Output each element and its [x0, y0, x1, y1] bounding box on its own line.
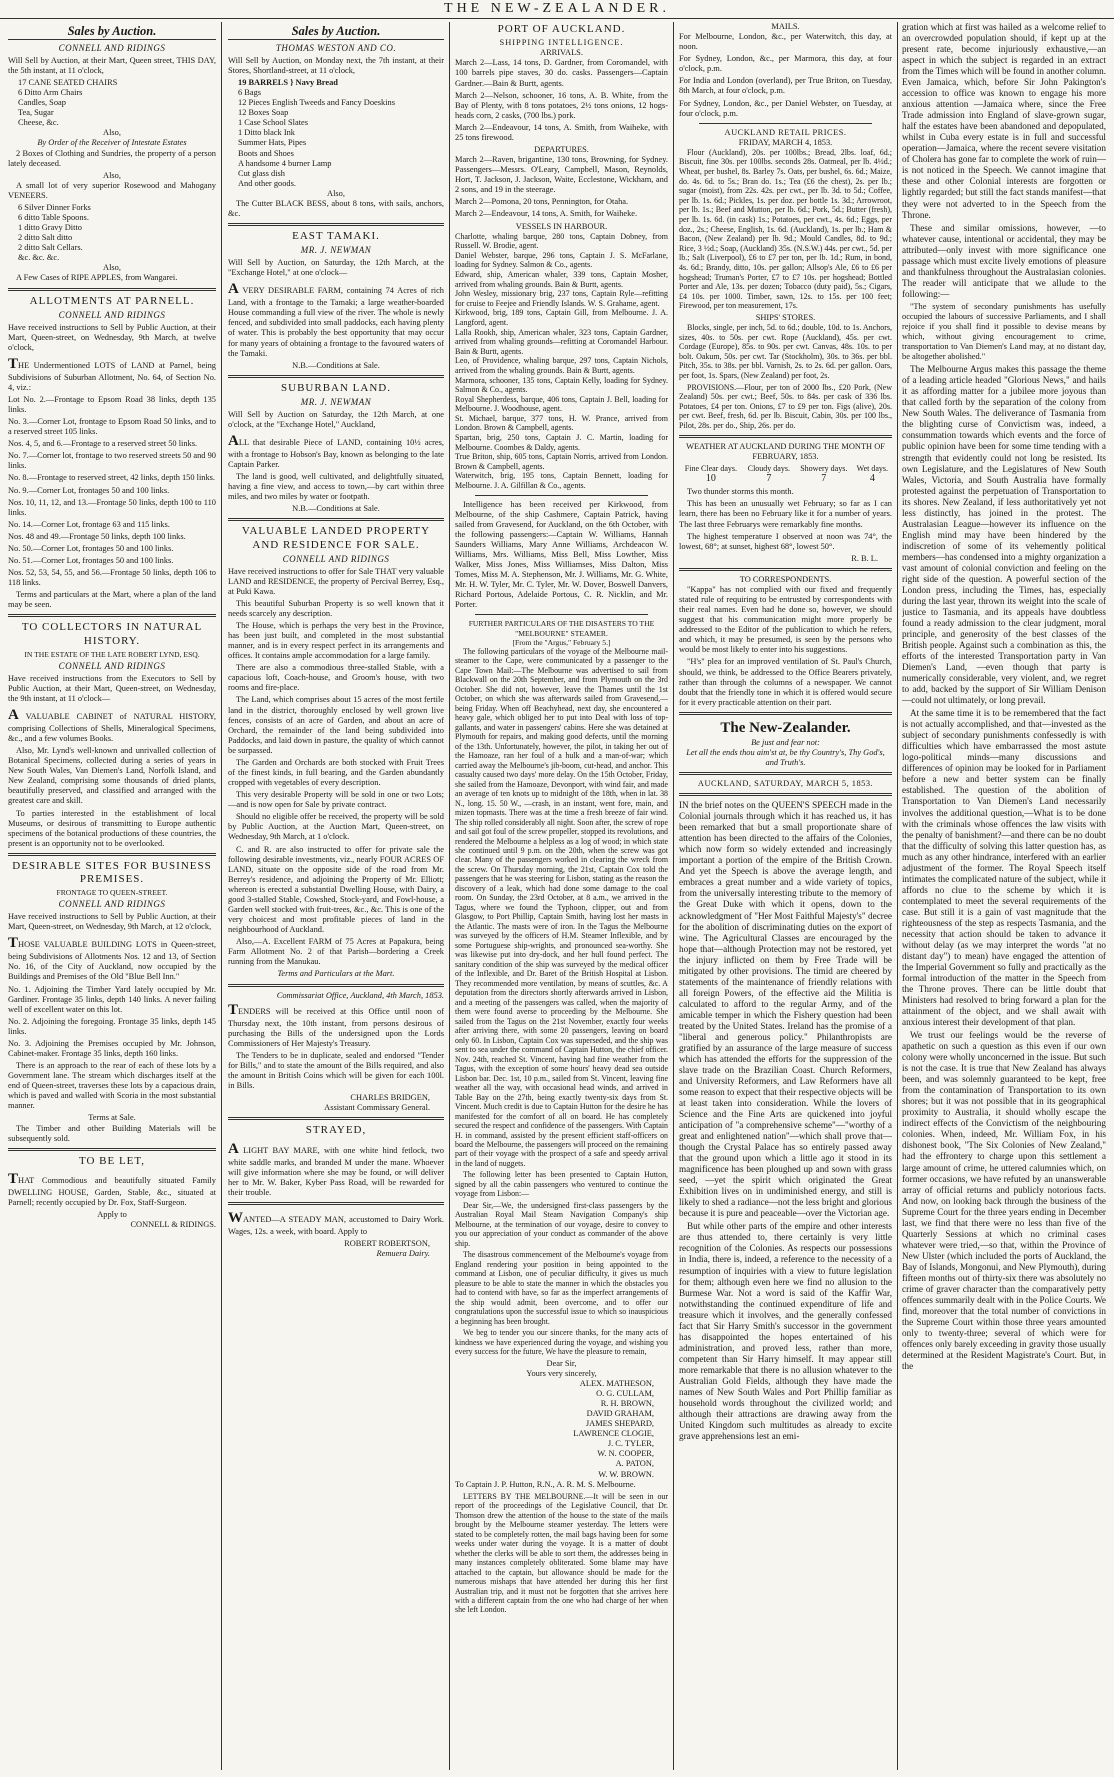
prices-paragraph: PROVISIONS.—Flour, per ton of 2000 lbs., £20 Pork, (New Zealand) 50s. per cwt.; Beef, 50s. to 84s. per cask of 336 lbs. Potatoes, £4 per ton. Onions, £7 to £9 per ton. Figs (alive), 20s. per cwt. Beef, fresh, 6d. per lb. Biscuit, Cabin, 30s. per 100 lbs., Pilot, 28s. per do., Ship, 26s. per do. — [679, 382, 892, 430]
article-heading: FURTHER PARTICULARS OF THE DISASTERS TO THE "MELBOURNE" STEAMER. — [468, 619, 655, 638]
also-label: Also, — [103, 128, 121, 138]
table-cell: 10 — [705, 473, 716, 485]
editorial-paragraph: gration which at first was hailed as a welcome relief to an overcrowded population should, if kept up at the present rate, become injuriously exhaustive,—an aspect in which the subject is regarded in an extract from the Times which will be found in another column. Even Jamaica, which, before Sir John Pakington's accession to office was known to engage his more anxious attention —Jamaica where, since the Free Trade admission into England of slave-grown sugar, half the estates have been abandoned and depopulated, whilst in Cuba every estate is in full and successful operation—Jamaica, where the recent severe visitation of Cholera has gone far to complete the work of ruin—is not noticed in the Speech. We cannot imagine that these and other Colonial interests are forgotten or lightly regarded; but still the fact stands manifest—that they were not adverted to in the Speech from the Throne. — [902, 22, 1106, 220]
auctioneer-name: CONNELL AND RIDINGS — [58, 899, 166, 910]
auction-intro: Will Sell by Auction on Saturday, the 12th March, at one o'clock, at the "Exchange Hotel," Auckland, — [228, 409, 444, 429]
ad-paragraph: The Land, which comprises about 15 acres of the most fertile land in the district, thoroughly enclosed by well grown live fences, consists of an acre of Garden, and about an acre of Orchard, the remainder of the land being subdivided into Paddocks, and laid down in pasture, the quality of which cannot be surpassed. — [228, 695, 444, 755]
notice-date: Commissariat Office, Auckland, 4th March, 1853. — [276, 990, 444, 1000]
signatory: LAWRENCE CLOGIE, — [573, 1429, 654, 1439]
ad-title: TO COLLECTORS IN NATURAL HISTORY. — [21, 621, 203, 647]
terms-note: Terms and particulars at the Mart, where a plan of the land may be seen. — [8, 590, 216, 610]
list-item: 2 ditto Salt Cellars. — [18, 243, 83, 253]
divider — [699, 123, 872, 124]
editorial-paragraph: These and similar omissions, however, —to whatever cause, intentional or accidental, they may be attributed—only invest with more significance one passage which must excite lively emotions of pleasure and thankfulness throughout the Australasian colonies. The reader will anticipate that we allude to the following:— — [902, 222, 1106, 299]
divider — [475, 614, 648, 615]
apply-label: Apply to — [97, 1210, 127, 1220]
ad-paragraph: The House, which is perhaps the very best in the Province, has been just built, and completed in the most substantial manner, and is in every respect perfect in its arrangements and offices. It contains ample accommodation for a large family. — [228, 620, 444, 661]
auction-intro: Will Sell by Auction, on Saturday, the 12th March, at the "Exchange Hotel," at one o'clock— — [228, 258, 444, 278]
auction-intro: Have received instructions to Sell by Public Auction, at their Mart, Queen-street, on Wednesday, 9th March, at 12 o'clock, — [8, 912, 216, 932]
table-cell: 7 — [821, 473, 827, 485]
notice-paragraph: The Tenders to be in duplicate, sealed and endorsed "Tender for Bills," and to state the amount of the Bills required, and also the amount in British Coins which will be given for each 100l. in Bills. — [228, 1050, 444, 1091]
auction-intro: Will Sell by Auction, at their Mart, Queen street, THIS DAY, the 5th instant, at 11 o'clock, — [8, 55, 216, 75]
section-heading: WEATHER AT AUCKLAND DURING THE MONTH OF FEBRUARY, 1853. — [686, 441, 885, 461]
auction-lot: 2 Boxes of Clothing and Sundries, the property of a person lately deceased. — [8, 148, 216, 168]
article-paragraph: The following particulars of the voyage of the Melbourne mail-steamer to the Cape, were communicated by a passenger to the Cape Town Mail:—The Melbourne was advertised to sail from Blackwall on the 20th September, and from Plymouth on the 3rd October. She did not, however, leave the Thames until the 1st October, on which she was afterwards sailed from Gravesend,—being Friday. When off Beachyhead, next day, she encountered a heavy gale, which obliged her to put into Deal with loss of top-gallants, and water in passengers' cabins. Here she was detained at Plymouth for repairs, and making good defects, until the morning of the 13th. Unfortunately, however, the pilot, in taking her out of the Hamoaze, ran her foul of a hulk and a man-of-war; which carried away the Melbourne's jib-boom, cut-head, and anchor. This casualty caused two days' more delay. On the 15th October, Friday, she sailed from the Hamoaze, Devonport, with wind fair, and made an average of ten knots up to midnight of the 18th, when in lat. 38 N., long. 15. 50 W., —crash, in an instant, went fore, main, and mizen topmasts. There was at the time a fresh breeze of fair wind. The ship rolled considerably all night. Soon after, the screw of rope and sail got foul of the screw propeller, stopped its revolutions, and rendered the Melbourne a helpless as a log of wood; in which state she continued until 9 p.m. on the 20th, when the screw was got clear. Many of the passengers worked in clearing the wreck from the screw. On Thursday morning, the 21st, Captain Cox told the passengers that he was steering for Lisbon, stating as the reason the discovery of a leak, which had done some damage to the coal room. On Sunday, the 23rd October, at 8 a.m., we arrived in the Tagus, where we found the Typhoon, clipper, out and from Glasgow, to Port Phillip, Captain Smith, having lost her masts in the Atlantic. The masts were of iron. In the Tagus the Melbourne was surveyed by the officers of H.M. Steamer Inflexible, and by some Portuguese ship-wrights, and pronounced sea-worthy. She was likewise put into dry-dock, and her hull found perfect. The sanitary condition of the ship was surveyed by the medical officer of the Inflexible, and Dr. Baret of the British Hospital at Lisbon. They recommended more ventilation, by means of scuttles, &c. A deputation from the directors shortly afterwards arrived in Lisbon, and a meeting of the passengers was called, when the majority of them were found averse to proceeding by the Melbourne. She sailed from the Tagus on the 21st November, exactly four weeks after arriving there, with some 20 passengers, leaving on board only 60. In Lisbon, Captain Cox was superseded, and the ship was sent to sea under the command of Captain Hutton, the chief officer. Nov. 24th, reached St. Vincent, having had fine weather from the Tagus, with the exception of some hours' heavy dead sea outside Lisbon bar. Dec. 1st, 10 p.m., sailed from St. Vincent, leaving fine weather all the way, with occasional head winds, and arrived in Table Bay on the 27th, being exactly twenty-six days from St. Vincent. Much credit is due to Captain Hutton for the desire he has manifested for the comfort of all on board. He has completely secured the respect and confidence of the passengers. With Captain H. in command, assisted by the present efficient staff-officers on board the Melbourne, the passengers will proceed on the remaining part of their voyage with the prospect of a safe and speedy arrival in the land of nuggets. — [455, 646, 668, 1168]
auction-intro: Have received instructions to offer for Sale THAT very valuable LAND and RESIDENCE, the property of Percival Berrey, Esq., at Puki Kawa. — [228, 566, 444, 596]
list-item: For Sydney, London, &c., per Daniel Webster, on Tuesday, at four o'clock, p.m. — [679, 98, 892, 118]
auctioneer-name: CONNELL AND RIDINGS — [58, 43, 166, 53]
section-subheading: SHIPPING INTELLIGENCE. — [499, 38, 624, 48]
editorial-masthead: The New-Zealander. — [720, 719, 851, 736]
ad-title: EAST TAMAKI. — [292, 230, 380, 243]
auctioneer-name: MR. J. NEWMAN — [300, 245, 372, 256]
divider — [679, 712, 892, 715]
ad-title: ALLOTMENTS AT PARNELL. — [29, 294, 195, 307]
editorial-paragraph: But while other parts of the empire and other interests are thus attended to, there certainly is very little recognition of the Colonies. As respects our possessions in India, there is, indeed, a reference to the necessity of a resumption of inquiries with a view to future legislation for them; although even here we find no allusion to the Burmese War. Not a word is said of the Kaffir War, notwithstanding the continued expenditure of life and treasure which it involves, and the generally confessed fact that Sir Harry Smith's successor in the government has disappointed the hopes entertained of his administration, and proved less, rather than more, competent than Sir Harry himself. It may appear still more remarkable that there is no allusion whatever to the Australian Gold Fields, although they have made the names of New South Wales and Port Phillip familiar as household words throughout the civilized world; and although their attractions are drawing away from the United Kingdom such multitudes as already to excite grave apprehensions lest an emi- — [679, 1221, 892, 1441]
list-item: A handsome 4 burner Lamp — [238, 158, 332, 168]
signatory: O. G. CULLAM, — [596, 1388, 654, 1398]
weather-signature: R. B. L. — [851, 553, 878, 563]
table-cell: 4 — [869, 473, 875, 485]
divider — [679, 793, 892, 796]
advertiser-signature: CONNELL & RIDINGS. — [130, 1220, 216, 1230]
ad-subtitle: FRONTAGE TO QUEEN-STREET. — [56, 888, 168, 898]
list-item: 12 Pieces English Tweeds and Fancy Doeskins — [238, 98, 395, 108]
auction-intro: Have received instructions to Sell by Public Auction, at their Mart, Queen-street, on Wednesday, 9th March, at twelve o'clock, — [8, 322, 216, 352]
section-heading: AUCKLAND RETAIL PRICES. — [724, 127, 847, 137]
auctioneer-name: CONNELL AND RIDINGS — [58, 660, 166, 671]
lot-description: A VERY DESIRABLE FARM, containing 74 Acres of rich Land, with a frontage to the Tamaki; a large weather-boarded House commanding a full view of the river. The whole is newly fenced, and subdivided into small paddocks, each having plenty of water. This is probably the best opportunity that may occur for many years of obtaining a frontage to the favoured waters of the Tamaki. — [228, 281, 444, 358]
ad-title: STRAYED, — [305, 1124, 367, 1137]
article-paragraph: The disastrous commencement of the Melbourne's voyage from England rendering your position in being appointed to the command at Lisbon, one of peculiar difficulty, it gives us much pleasure to be able to state the manner in which the obstacles you had to contend with have, so far as the imperfect arrangements of the ship would admit, been overcome, and to offer our congratulations upon the successful issue to which so inauspicious a beginning has been brought. — [455, 1250, 668, 1326]
estate-note: IN THE ESTATE OF THE LATE ROBERT LYND, ESQ. — [24, 649, 200, 659]
column-4 — [679, 22, 892, 1770]
divider — [679, 772, 892, 775]
list-item: 6 Bags — [238, 88, 262, 98]
ad-paragraph: There are also a commodious three-stalled Stable, with a capacious loft, Coach-house, and Groom's house, with two rooms and fire-place. — [228, 663, 444, 693]
signatory: A. PATON, — [615, 1459, 654, 1469]
weather-table — [679, 464, 892, 486]
newspaper-title: THE NEW-ZEALANDER. — [444, 1, 670, 16]
list-item: March 2—Pomona, 20 tons, Pennington, for Otaha. — [455, 197, 629, 207]
list-item: 1 Ditto black Ink — [238, 128, 295, 138]
ad-paragraph: WANTED—A STEADY MAN, accustomed to Dairy Work. Wages, 12s. a week, with board. Apply to — [228, 1209, 444, 1236]
auctioneer-name: CONNELL AND RIDINGS — [58, 309, 166, 320]
list-item: No. 2. Adjoining the foregoing. Frontage 35 links, depth 145 links. — [8, 1016, 216, 1036]
ad-paragraph: There is an approach to the rear of each of these lots by a Government lane. The stream which discharges itself at the end of Queen-street, traverses these lots by a capacious drain, which is paved and walled with Scoria in the most substantial manner. — [8, 1061, 216, 1111]
divider — [679, 568, 892, 571]
ad-paragraph: Also,—A. Excellent FARM of 75 Acres at Papakura, being Farm Allotment No. 2 of that Parish—bordering a Creek running from the Manukau. — [228, 937, 444, 967]
terms-note: N.B.—Conditions at Sale. — [292, 504, 380, 514]
list-item: Cheese, &c. — [18, 118, 59, 128]
list-item: And other goods. — [238, 178, 296, 188]
subsection-heading: VESSELS IN HARBOUR. — [515, 221, 608, 231]
signatory: DAVID GRAHAM, — [586, 1409, 654, 1419]
auction-items — [228, 88, 444, 189]
lot-list — [8, 395, 216, 588]
list-item: 1 Case School Slates — [238, 118, 309, 128]
list-item: 1 ditto Gravy Ditto — [18, 223, 82, 233]
list-item: March 2—Nelson, schooner, 16 tons, A. B. White, from the Bay of Plenty, with 8 tons potatoes, 2½ tons onions, 12 hogs-heads corn, 2 casks, (700 lbs.) pork. — [455, 90, 668, 120]
ad-paragraph: Should no eligible offer be received, the property will be sold by Public Auction, at the Auction Mart, Queen-street, on Wednesday, 9th March, at 1 o'clock. — [228, 812, 444, 842]
list-item: No. 9.—Corner Lot, frontages 50 and 100 links. — [8, 485, 170, 495]
list-item: 6 Silver Dinner Forks — [18, 202, 91, 212]
table-header: Cloudy days. — [747, 463, 790, 473]
list-item: No. 8.—Frontage to reserved street, 42 links, depth 150 links. — [8, 473, 216, 483]
divider — [8, 853, 216, 856]
ad-paragraph: A LIGHT BAY MARE, with one white hind fetlock, two white saddle marks, and branded M under the mane. Whoever will give information where she may be found, or will deliver her to Mr. W. Baker, Kyber Pass Road, will be rewarded for their trouble. — [228, 1140, 444, 1197]
signatory: R. H. BROWN, — [600, 1398, 654, 1408]
order-note: By Order of the Receiver of Intestate Estates — [37, 138, 187, 148]
letter-closing: Yours very sincerely, — [526, 1368, 597, 1378]
list-item: 6 ditto Table Spoons. — [18, 212, 89, 222]
advertiser-signature: ROBERT ROBERTSON, — [344, 1238, 430, 1248]
section-date: FRIDAY, MARCH 4, 1853. — [738, 137, 833, 147]
list-item: 2 ditto Salt ditto — [18, 233, 73, 243]
subsection-heading: DEPARTURES. — [534, 144, 589, 154]
divider — [228, 1202, 444, 1205]
list-item: No. 7.—Corner lot, frontage to two reserved streets 50 and 90 links. — [8, 451, 216, 471]
article-paragraph: We beg to tender you our sincere thanks, for the many acts of kindness we have experienced during the voyage, and wishing you every success for the future, We have the pleasure to remain, — [455, 1328, 668, 1357]
list-item: Lot No. 2.—Frontage to Epsom Road 38 links, depth 135 links. — [8, 394, 216, 414]
divider — [228, 223, 444, 226]
section-heading: MAILS. — [771, 22, 800, 31]
auctioneer-name: CONNELL AND RIDINGS — [282, 553, 390, 564]
list-item: For India and London (overland), per True Briton, on Tuesday, 8th March, at four o'clock, p.m. — [679, 76, 892, 96]
correspondents-note: "Kappa" has not complied with our fixed and frequently stated rule of requiring to be entrusted by correspondents with their real names. Even had he done so, however, we should suggest that his communication might more properly be addressed to the Editor of the publication to which he refers, and which, it may be presumed, is seen by the persons who would be most likely to enter into his suggestions. — [679, 584, 892, 655]
list-item: No. 50.—Corner Lot, frontages 50 and 100 links. — [8, 543, 174, 553]
list-item: Tea, Sugar — [18, 108, 54, 118]
letter-addressee: To Captain J. P. Hutton, R.N., A. R. M. S. Melbourne. — [455, 1479, 636, 1489]
lot-description: THE Undermentioned LOTS of LAND at Parnel, being Subdivisions of Suburban Allotment, No. 64, of Section No. 4, viz.: — [8, 355, 216, 392]
column-3 — [455, 22, 668, 1770]
signatory: JAMES SHEPARD, — [585, 1419, 654, 1429]
column-rule — [221, 22, 222, 1770]
section-heading: PORT OF AUCKLAND. — [497, 23, 626, 35]
list-item: No. 3. Adjoining the Premises occupied by Mr. Johnson, Cabinet-maker. Frontage 35 links, depth 160 links. — [8, 1038, 216, 1058]
editorial-paragraph: We trust our feelings would be the reverse of apathetic on such a question as this even if our own colony were wholly unconcerned in the issue. But such is not the case. It is true that New Zealand has always been, and was solemnly guaranteed to be kept, free from the contamination of Transportation to its own shores; but it was not possible that in its geographical proximity to Australia, it should wholly escape the indirect effects of the Convictism of the neighbouring colonies. When, indeed, Mr. William Fox, in his dishonest book, "The Six Colonies of New Zealand," had the effrontery to charge upon this settlement a large amount of crime, he uttered calumnies which, on former occasions, we have refuted by an unanswerable array of official returns and publicly notorious facts. And now, on looking back through the business of the Supreme Court for the three years ending in December last, we find that there were no less than five of the Quarterly Sessions at which no criminal cases whatever were tried,—so that, within the Province of New Ulster (which included the ports of Auckland, the Bay of Islands, Mongonui, and New Plymouth), during fifteen months out of thirty-six there was absolutely no crime of graver character than the comparatively petty offences summarily dealt with in the Police Courts. We find, moreover that the total number of convictions in the Supreme Court within those three years amounted only to twenty-three; several of which were for offences only barely exceeding in gravity those usually determined at the Resident Magistrate's Court. But, in the — [902, 1030, 1106, 1372]
divider — [475, 495, 648, 496]
lot-description: ALL that desirable Piece of LAND, containing 10½ acres, with a frontage to Hobson's Bay, known as belonging to the late Captain Parker. — [228, 432, 444, 469]
also-label: Also, — [103, 170, 121, 180]
also-label: Also, — [327, 188, 345, 198]
divider — [8, 614, 216, 617]
list-item: 6 Ditto Arm Chairs — [18, 88, 83, 98]
also-label: Also, — [103, 263, 121, 273]
auctioneer-name: THOMAS WESTON AND CO. — [275, 43, 397, 53]
auction-lot: A small lot of very superior Rosewood and Mahogany VENEERS. — [8, 180, 216, 200]
subsection-heading: SHIPS' STORES. — [755, 312, 816, 322]
ad-paragraph: The Garden and Orchards are both stocked with Fruit Trees of the finest kinds, in full bearing, and the Garden abundantly cropped with vegetables of every description. — [228, 757, 444, 788]
ad-paragraph: This very desirable Property will be sold in one or two Lots;—and is now open for Sale by private contract. — [228, 790, 444, 810]
divider — [228, 984, 444, 987]
list-item: 17 CANE SEATED CHAIRS — [18, 77, 118, 87]
signatory: ALEX. MATHESON, — [579, 1378, 654, 1388]
subsection-heading: ARRIVALS. — [540, 48, 583, 58]
list-item: March 2—Endeavour, 14 tons, A. Smith, for Waiheke. — [455, 209, 638, 219]
list-item: Summer Hats, Pipes — [238, 138, 307, 148]
list-item: 12 Boxes Soap — [238, 108, 289, 118]
lot-description: A VALUABLE CABINET of NATURAL HISTORY, comprising Collections of Shells, Mineralogical Specimens, &c., and a few volumes Books. — [8, 706, 216, 743]
auction-lot: The Cutter BLACK BESS, about 8 tons, with sails, anchors, &c. — [228, 198, 444, 218]
weather-note: This has been an unusually wet February; so far as I can learn, there has been no February like it for a number of years. The last three Februarys were remarkably fine months. — [679, 499, 892, 529]
lot-description: THOSE VALUABLE BUILDING LOTS in Queen-street, being Subdivisions of Allotments Nos. 12 and 13, of Section No. 16, of the City of Auckland, now occupied by the Buildings and Premises of the Old "Blue Bell Inn." — [8, 935, 216, 982]
column-1 — [8, 22, 216, 1770]
ad-paragraph: This beautiful Suburban Property is so well known that it needs scarcely any description. — [228, 598, 444, 618]
notice-paragraph: TENDERS will be received at this Office until noon of Thursday next, the 10th instant, from persons desirous of purchasing the Bills of the undersigned upon the Lords Commissioners of Her Majesty's Treasury. — [228, 1001, 444, 1048]
news-paragraph: LETTERS BY THE MELBOURNE.—It will be seen in our report of the proceedings of the Legislative Council, that Dr. Thomson drew the attention of the house to the state of the mails brought by the Melbourne steamer yesterday. The letters were stated to be completely rotten, the mail bags having been for some weeks under water during the voyage. It is a matter of doubt whether the clerks will be able to sort them, the addresses being in many instances completely obliterated. Some blame may have attached to the captain, but allowance should be made for the numerous mishaps that have attended her during this her first Australian trip, and it must not be forgotten that she arrives here with a different captain from the one who had charge of her when she left London. — [455, 1491, 668, 1615]
terms-note: N.B.—Conditions at Sale. — [292, 360, 380, 370]
ad-title: TO BE LET, — [78, 1154, 146, 1167]
column-rule — [897, 22, 898, 1770]
auction-intro: Will Sell by Auction, on Monday next, the 7th instant, at their Stores, Shortland-street, at 11 o'clock, — [228, 55, 444, 75]
list-item: March 2—Lass, 14 tons, D. Gardner, from Coromandel, with 100 barrels pipe staves, 30 do. casks. Passengers—Captain Gardner.—Bain & Burtt, agents. — [455, 58, 668, 88]
signatory: J. C. TYLER, — [607, 1439, 654, 1449]
ad-title: VALUABLE LANDED PROPERTY AND RESIDENCE FOR SALE. — [241, 525, 431, 551]
editorial-dateline: AUCKLAND, SATURDAY, MARCH 5, 1853. — [697, 779, 874, 789]
column-rule — [449, 22, 450, 1770]
table-header: Wet days. — [856, 463, 889, 473]
terms-note: Terms at Sale. — [88, 1113, 136, 1123]
table-header: Fine Clear days. — [684, 463, 738, 473]
ad-paragraph: Also, Mr. Lynd's well-known and unrivalled collection of Botanical Specimens, collected during a series of years in New South Wales, Van Diemen's Land, Norfolk Island, and New Zealand, comprising some thousands of dried plants, beautifully preserved, and classified and arranged with the greatest care and skill. — [8, 746, 216, 806]
masthead-motto: Be just and fear not: — [751, 737, 820, 747]
editorial-paragraph: At the same time it is to be remembered that the fact is not actually accomplished, and that—invested as the subject of secondary punishments confessedly is with difficulties which have embarrassed the most astute logo-political minds—many discussions and differences of opinion may be looked for in Parliament before a new and better system can be finally established. The question of the abolition of Transportation to Van Diemen's Land necessarily involves the additional question,—What is to be done with the criminals whose offences the law visits with the penalty of banishment?—and there can be no doubt that the difficulty of solving this latter question has, as much as any other hindrance, interfered with an earlier adjustment of the former. The Royal Speech itself intimates the complicated nature of the subject, while it affords no clue to the scheme by which it is contemplated to meet the several requirements of the case. But still it is a gain of vast magnitude that the righteousness of the step as respects Tasmania, and the necessity that action should be taken to advance it without delay (as we may interpret the words "at no distant day") to mean) have engaged the attention of the Imperial Government so fully and practically as the formal introduction of the matter in the Speech from the Throne proves. There can be little doubt that Ministers had resolved to bring forward a plan for the attainment of the object, and we shall await with anxious interest their development of that plan. — [902, 708, 1106, 1028]
article-source: [From the "Argus," February 5.] — [512, 637, 611, 647]
section-heading: Sales by Auction. — [8, 24, 216, 40]
list-item: Nos. 48 and 49.—Frontage 50 links, depth 100 links. — [8, 531, 186, 541]
list-item: No. 3.—Corner Lot, frontage to Epsom Road 50 links, and to a reserved street 105 links. — [8, 417, 216, 437]
article-paragraph: The following letter has been presented to Captain Hutton, signed by all the cabin passengers who ventured to continue the voyage from Lisbon:— — [455, 1170, 668, 1199]
section-heading: TO CORRESPONDENTS. — [739, 574, 832, 584]
ad-paragraph: The land is good, well cultivated, and delightfully situated, having a fine view, and access to town,—by cart within three miles, and two miles by water or footpath. — [228, 472, 444, 502]
prices-paragraph: Blocks, single, per inch, 5d. to 6d.; double, 10d. to 1s. Anchors, sizes, 40s. to 50s. per cwt. Rope (Auckland), 45s. per cwt. Cordage (Europe), 85s. to 90s. per cwt. Canvas, 48s. 10s. to per bolt. Oakum, 50s. per cwt. Tar (Stockholm), 30s. to 36s. per bbl. Pitch, 35s. to 38s. per bbl. Varnish, 2s. to 2s. 6d. per gallon. Oars, per foot, 1s. Spars, (New Zealand) per foot, 2s. — [679, 323, 892, 380]
divider — [679, 435, 892, 438]
terms-note: Terms and Particulars at the Mart. — [277, 969, 395, 979]
correspondents-note: "H's" plea for an improved ventilation of St. Paul's Church, should, we think, be addressed to the Office Bearers privately, rather than through the columns of a newspaper. We cannot doubt that the friendly tone in which it is offered would secure for it every practicable attention on their part. — [679, 657, 892, 707]
ad-title: SUBURBAN LAND. — [281, 381, 391, 394]
divider — [8, 288, 216, 291]
notice-signature: CHARLES BRIDGEN, — [350, 1093, 430, 1103]
auctioneer-name: MR. J. NEWMAN — [300, 396, 372, 407]
column-rule — [673, 22, 674, 1770]
ad-paragraph: The Timber and other Building Materials will be subsequently sold. — [8, 1123, 216, 1143]
running-header — [0, 0, 1114, 19]
divider — [228, 1117, 444, 1120]
list-item: For Melbourne, London, &c., per Waterwitch, this day, at noon. — [679, 32, 892, 52]
list-item: March 2—Endeavour, 14 tons, A. Smith, from Waiheke, with 25 tons firewood. — [455, 122, 668, 142]
column-2 — [228, 22, 444, 1770]
table-header: Showery days. — [800, 463, 848, 473]
weather-note: Two thunder storms this month. — [687, 487, 794, 497]
column-5 — [902, 22, 1106, 1770]
list-item: No. 14.—Corner Lot, frontage 63 and 115 links. — [8, 519, 170, 529]
list-item: &c. &c. &c. — [18, 253, 60, 263]
list-item: Boots and Shoes — [238, 148, 294, 158]
list-item: Nos. 52, 53, 54, 55, and 56.—Frontage 50 links, depth 106 to 118 links. — [8, 568, 216, 588]
silver-items — [8, 203, 216, 263]
ad-paragraph: To parties interested in the establishment of local Museums, or desirous of transmitting to Europe authentic specimens of the botanical productions of these countries, the present is an opportunity not to be overlooked. — [8, 808, 216, 848]
list-item: March 2—Raven, brigantine, 130 tons, Browning, for Sydney. Passengers—Messrs. O'Leary, Campbell, Mason, Reynolds, Hort, T. Jackson, J. Jackson, Waite, Ecclestone, Wickham, and 2 sons, and 19 in the steerage. — [455, 155, 668, 195]
notice-role: Assistant Commissary General. — [324, 1103, 430, 1113]
divider — [8, 1148, 216, 1151]
list-item: 19 BARRELS } Navy Bread — [238, 77, 338, 87]
auction-intro: Have received instructions from the Executors to Sell by Public Auction, at their Mart, Queen-street, on Wednesday, the 9th instant, at 11 o'clock— — [8, 673, 216, 703]
section-heading: Sales by Auction. — [228, 24, 444, 40]
editorial-paragraph: IN the brief notes on the QUEEN'S SPEECH made in the Colonial journals through which it has reached us, it has been remarked that but a small proportionate share of attention has been directed to the affairs of the Colonies, which now form so widely extended and increasingly important a portion of the empire of the British Crown. And yet the Speech is above the average length, and embraces a great number and a wide variety of topics, from the universally interesting tribute to the memory of the Great Duke with which it opens, down to the acknowledgment of "Her Most Faithful Majesty's" decree for the abolition of discriminating duties on the export of wine. The Agricultural Classes are encouraged by the hope that—although Protection may not be restored, yet the injury inflicted on them by Free Trade will be mitigated by other provisions. The timid are cheered by statements of the maintenance of friendly relations with all foreign Powers, of the effective aid the Militia is calculated to afford to the regular Army, and of the amicable temper in which the Fishery question had been treated by the United States. Ireland has the promise of a "liberal and generous policy." Philanthropists are gratified by an assurance of the large measure of success which has attended the efforts for the suppression of the slave trade on the Brazilian Coast. Church Reformers, and University Reformers, and Law Reformers have all some reason to expect that their respective objects will be at least taken into consideration. While the lovers of Science and the Fine Arts are quickened into joyful anticipation of "a comprehensive scheme"—"worthy of a great and enlightened nation"—which shall prove that—though the Crystal Palace has so entirely passed away that the ground upon which a little ago it stood in its magnificence has been ploughed up and sown with grass seed, —yet the spirit which originated the Great Exhibition lives on in undiminished energy, and still is likely to shed a radiance—not the less bright and glorious because it is pure and peaceable—over the Victorian age. — [679, 800, 892, 1219]
weather-note: The highest temperature I observed at noon was 74°, the lowest, 68°; at sunset, highest 68°, lowest 50°. — [679, 531, 892, 551]
advertiser-place: Remuera Dairy. — [376, 1249, 430, 1258]
ad-title: DESIRABLE SITES FOR BUSINESS PREMISES. — [12, 859, 212, 886]
list-item: Nos. 4, 5, and 6.—Frontage to a reserved street 50 links. — [8, 439, 198, 449]
list-item: No. 51.—Corner Lot, frontages 50 and 100 links. — [8, 555, 174, 565]
news-paragraph: Intelligence has been received per Kirkwood, from Melbourne, of the ship Cashmere, Captain Patrick, having sailed from Gravesend, for Auckland, on the 6th October, with the following passengers:—Captain W. Williams, Hannah Saunders Williams, Mary Anne Williams, Archdeacon W. Williams, Mrs. Williams, Miss Bell, Miss Lowther, Miss Walker, Miss Jones, Miss Williamses, Miss Dalton, Miss Tomes, Miss M. A. Stephenson, Mr. J. Williams, Mr. G. White, Mr. H. W. Tyler, Mr. C. Tyler, Mr. W. Dover, Boswell Danvers, Richard Portous, Adelaide Portous, C. R. Nicklin, and Mr. Porter. — [455, 499, 668, 610]
editorial-paragraph: The Melbourne Argus makes this passage the theme of a leading article headed "Glorious News," and hails it as affording matter for a jubilee more joyous than that called forth by the separation of the colony from New South Wales. The deliverance of Tasmania from the blighting curse of Convictism was, indeed, a consummation towards which events and the force of public opinion have been for some time tending with a strength that evidently could not long be resisted. Its own Legislature, and the Legislatures of New South Wales, Victoria, and South Australia have formally protested against the perpetuation of Transportation to its shores. New Zealand, if less authoritatively yet not less distinctly, has joined in the protest. The Australasian League—however its influence on the English mind may have been hindered by the indiscretion of some of its vehemently political members—has condensed into a mighty organization a vast amount of colonial conviction and feeling on the right side of the question. A powerful section of the London press, including the Times, has, especially during the last year, thrown its weight into the scale of justice to Tasmania, and its appeals have doubtless found a ready admission to the clear judgment, moral principle, and generosity of the best classes of the British people. Against such a combination as this, the efforts of the interested Transportation party in Van Diemen's Land, —even though that party is numerically considerable, very violent, and, we regret to add, backed by the support of Sir William Denison—could not ultimately, or long prevail. — [902, 364, 1106, 706]
auction-lot: A Few Cases of RIPE APPLES, from Wangarei. — [16, 273, 178, 283]
divider — [228, 518, 444, 521]
list-item: For Sydney, London, &c., per Marmora, this day, at four o'clock, p.m. — [679, 54, 892, 74]
prices-paragraph: Flour (Auckland), 20s. per 100lbs.; Bread, 2lbs. loaf, 6d.; Biscuit, fine 30s. per 100lbs. seconds 28s. Oatmeal, per lb. 4½d.; Wheat, per bushel, 8s. Barley 7s. Oats, per bushel, 6s. 6d.; Maize, do. 4s. 6d. to 5s.; Bran do. 1s.; Tea (£6 the chest), 2s. per lb.; sugar (moist), from 22s. 42s. per cwt., per lb. 3d. to 5d.; Coffee, per lb. 1s. 6d.; Pickles, 1s. per doz. per bottle 1s. 3d.; Arrowroot, per lb. 1s.; Beef and Mutton, per lb. 6d.; Pork, 5d.; Butter (fresh), per lb. 1s. 6d. (in cask) 1s.; Potatoes, per cwt., 4s. 6d.; Eggs, per doz., 2s.; Cheese, English, 1s. 6d. (Auckland), 1s. per lb.; Ham & Bacon, (New Zealand) per lb. 9d.; Mould Candles, 8d. to 9d.; Rice, 3 ½d.; Soap, (Auckland) 35s. (N.S.W.) 44s. per cwt., 5d. per lb.; Salt (Liverpool), £6 to £7 per ton, per lb. 1d.; Rum, in bond, 4s. 6d.; Brandy, ditto, 10s. per gallon; Allsop's Ale, £6 to £6 per hogshead; Truman's Porter, £7 to £7 10s. per hogshead; Bottled Porter and Ale, 13s. per dozen; Tobacco (duty paid), 5s.; Cigars, £4 10s. per 1000. Timber, sawn, 12s. to 15s. per 100 feet; Firewood, per ton measurement, 17s. — [679, 147, 892, 311]
table-cell: 7 — [766, 473, 772, 485]
list-item: No. 1. Adjoining the Timber Yard lately occupied by Mr. Gardiner. Frontage 35 links, depth 140 links. A never failing well of excellent water on this lot. — [8, 984, 216, 1014]
list-item: Candles, Soap — [18, 98, 66, 108]
signatory: W. W. BROWN. — [598, 1469, 654, 1479]
list-item: Cut glass dish — [238, 168, 285, 178]
ad-paragraph: THAT Commodious and beautifully situated Family DWELLING HOUSE, Garden, Stable, &c., situated at Parnell; recently occupied by Dr. Fox, Staff-Surgeon. — [8, 1170, 216, 1207]
divider — [228, 375, 444, 378]
article-paragraph: Dear Sir,—We, the undersigned first-class passengers by the Australian Royal Mail Steam Navigation Company's ship Melbourne, at the termination of our voyage, desire to convey to you our appreciation of your conduct as commander of the above ship. — [455, 1200, 668, 1248]
editorial-quote: "The system of secondary punishments has usefully occupied the labours of successive Parliaments, and I shall rejoice if you shall find it possible to devise means by which, without giving encouragement to crime, transportation to Van Diemen's Land may, at no distant day, be altogether abolished." — [902, 301, 1106, 362]
auction-items — [8, 78, 216, 128]
ad-paragraph: C. and R. are also instructed to offer for private sale the following desirable investments, viz., nearly FOUR ACRES OF LAND, situate on the opposite side of the road from Mr. Berrey's residence, and adjoining the Property of Mr. Elliott; whereon is erected a substantial Dwelling House, with Dairy, a good 3-stalled Stable, Cowshed, Stock-yard, and Fowl-house, a Garden well stocked with fruit-trees, &c., &c. This is one of the very choicest and most profitable pieces of land in the neighbourhood of Auckland. — [228, 844, 444, 935]
list-item: Nos. 10, 11, 12, and 13.—Frontage 50 links, depth 100 to 110 links. — [8, 497, 216, 517]
vessels-list: Charlotte, whaling barque, 280 tons, Captain Dobney, from Russell. W. Brodie, agent. Daniel Webster, barque, 296 tons, Captain J. S. McFarlane, loading for Sydney. Salmon & Co., agents. Edward, ship, American whaler, 339 tons, Captain Mosher, arrived from whaling grounds. Bain & Burtt, agents. John Wesley, missionary brig, 237 tons, Captain Ryle—refitting for cruise to Feejee and Friendly Islands. W. S. Grahame, agent. Kirkwood, brig, 189 tons, Captain Gill, from Melbourne. J. A. Langford, agent. Lalla Rookh, ship, American whaler, 323 tons, Captain Gardner, arrived from whaling grounds—refitting at Coromandel Harbour. Bain & Burtt, agents. Leo, of Providence, whaling barque, 297 tons, Captain Nichols, arrived from the whaling grounds. Bain & Burtt, agents. Marmora, schooner, 135 tons, Captain Kelly, loading for Sydney. Salmon & Co., agents. Royal Shepherdess, barque, 406 tons, Captain J. Bell, loading for Melbourne. J. Woodhouse, agent. St. Michael, barque, 377 tons, H. W. Prance, arrived from London. Brown & Campbell, agents. Spartan, brig, 250 tons, Captain J. C. Martin, loading for Melbourne. Coombes & Daldy, agents. True Briton, ship, 605 tons, Captain Norris, arrived from London. Brown & Campbell, agents. Waterwitch, brig, 195 tons, Captain Bennett, loading for Melbourne. J. A. Gilfillan & Co., agents. — [455, 231, 668, 491]
signatory: W. N. COOPER, — [597, 1449, 654, 1459]
letter-salutation: Dear Sir, — [546, 1358, 577, 1368]
masthead-motto: Let all the ends thou aim'st at, be thy Country's, Thy God's, and Truth's. — [686, 747, 885, 768]
